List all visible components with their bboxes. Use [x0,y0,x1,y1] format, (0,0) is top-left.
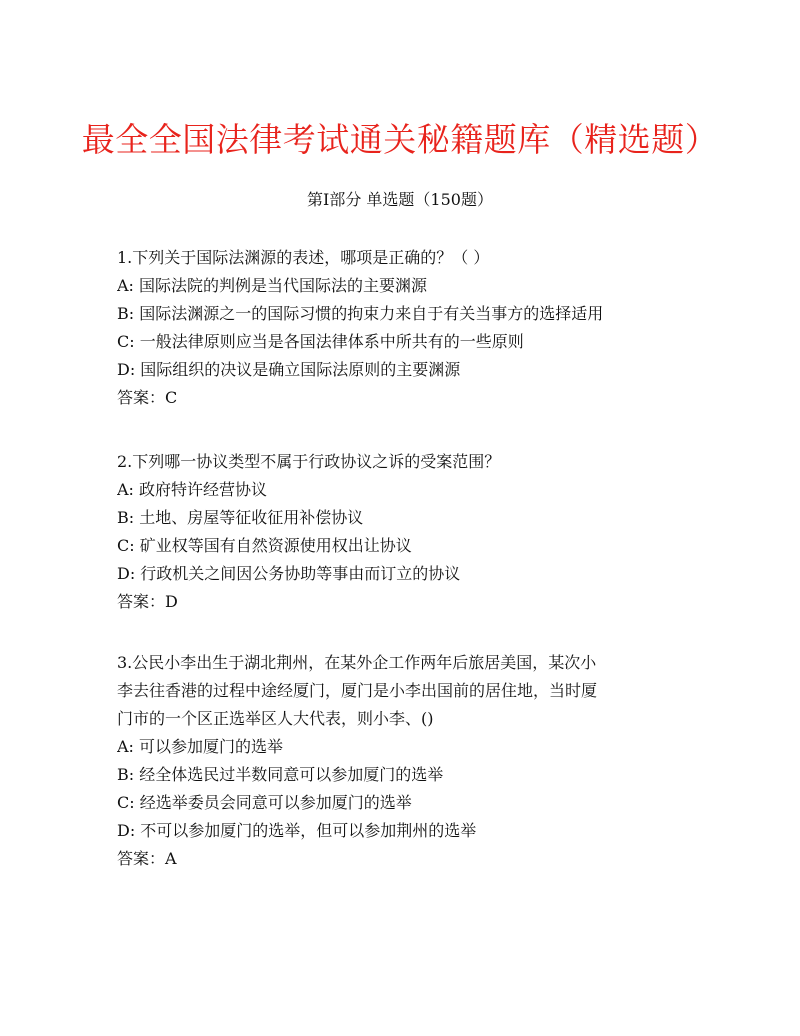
section-title: 第I部分 单选题（150题） [307,190,493,209]
question-stem [117,649,687,733]
question-stem-line: 1.下列关于国际法渊源的表述，哪项是正确的？（ ） [117,248,490,267]
option-b: B: 国际法渊源之一的国际习惯的拘束力来自于有关当事方的选择适用 [117,304,604,323]
option-c: C: 一般法律原则应当是各国法律体系中所共有的一些原则 [117,332,524,351]
option-c: C: 经选举委员会同意可以参加厦门的选举 [117,793,412,812]
option-b: B: 土地、房屋等征收征用补偿协议 [117,508,364,527]
option-d: D: 不可以参加厦门的选举，但可以参加荆州的选举 [117,821,477,840]
option-a: A: 政府特许经营协议 [117,480,268,499]
answer: 答案：A [117,849,177,868]
option-a: A: 可以参加厦门的选举 [117,737,284,756]
question-stem-line: 门市的一个区正选举区人大代表，则小李、() [117,709,434,728]
answer: 答案：D [117,592,178,611]
question-stem-line: 2.下列哪一协议类型不属于行政协议之诉的受案范围？ [117,452,501,471]
question-1 [117,244,687,412]
question-3 [117,649,687,873]
question-2 [117,448,687,616]
option-c: C: 矿业权等国有自然资源使用权出让协议 [117,536,412,555]
option-b: B: 经全体选民过半数同意可以参加厦门的选举 [117,765,444,784]
question-stem [117,244,687,272]
option-a: A: 国际法院的判例是当代国际法的主要渊源 [117,276,428,295]
question-stem-line: 3.公民小李出生于湖北荆州，在某外企工作两年后旅居美国，某次小 [117,653,597,672]
answer: 答案：C [117,388,178,407]
option-d: D: 国际组织的决议是确立国际法原则的主要渊源 [117,360,461,379]
option-d: D: 行政机关之间因公务协助等事由而订立的协议 [117,564,461,583]
document-title: 最全全国法律考试通关秘籍题库（精选题） [81,120,719,159]
question-stem-line: 李去往香港的过程中途经厦门，厦门是小李出国前的居住地，当时厦 [117,681,598,700]
question-stem [117,448,687,476]
